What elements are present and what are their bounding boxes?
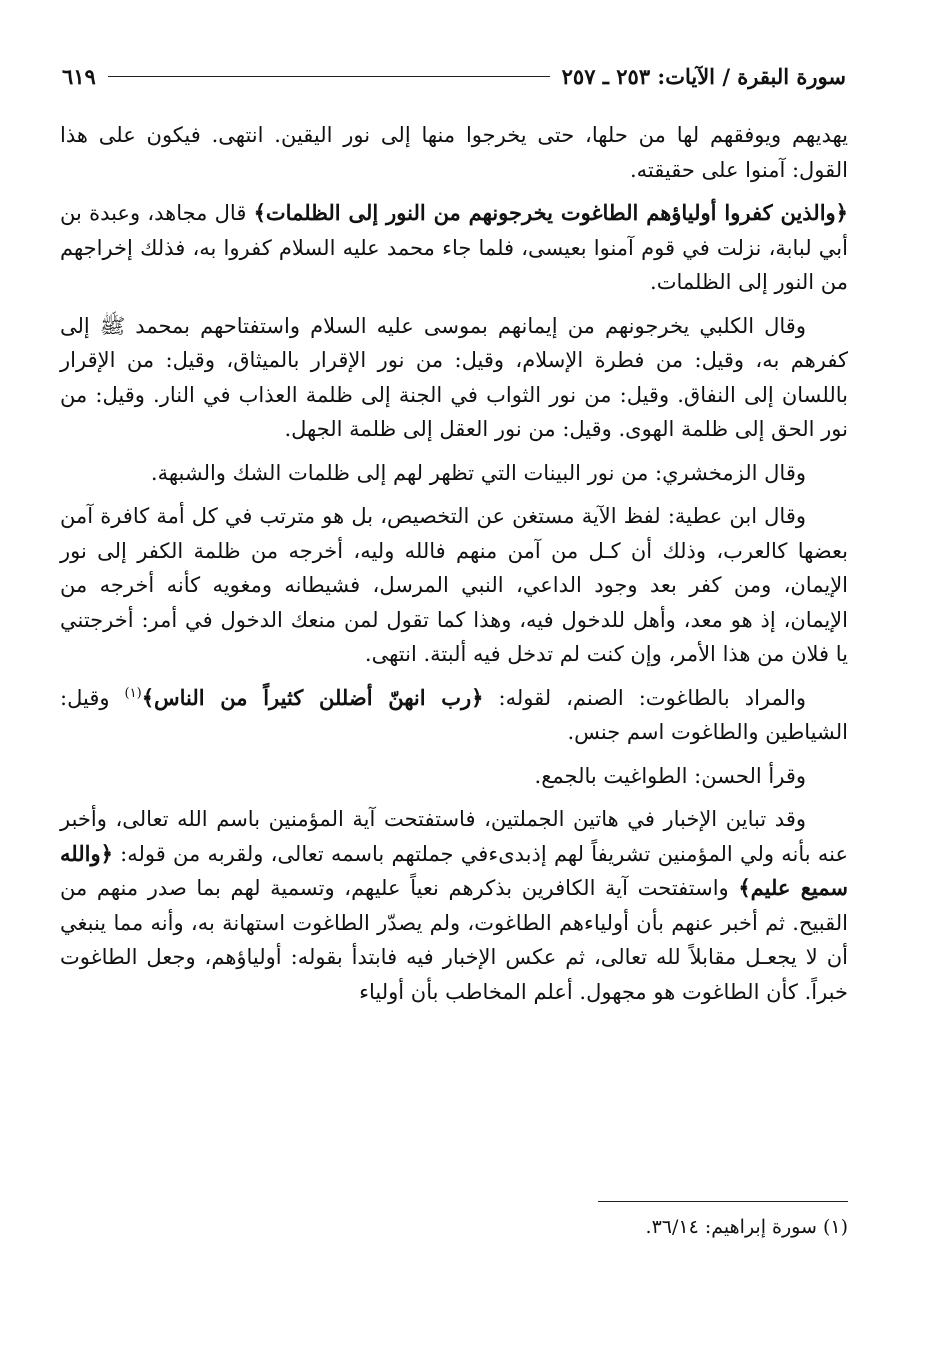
paragraph	[60, 802, 848, 1009]
page-header	[62, 58, 846, 94]
paragraph-text: قال مجاهد، وعبدة بن أبي لبابة، نزلت في قوم آمنوا بعيسى، فلما جاء محمد عليه السلام كفروا به، فذلك إخراجهم من النور إلى الظلمات.	[60, 201, 848, 294]
paragraph	[60, 118, 848, 187]
footnote-separator	[598, 1201, 848, 1202]
paragraph	[60, 456, 848, 491]
quran-verse: ﴿رب انهنّ أضللن كثيراً من الناس﴾	[141, 684, 484, 710]
page-number: ٦١٩	[62, 63, 96, 89]
paragraph-text: وقرأ الحسن: الطواغيت بالجمع.	[534, 763, 806, 788]
paragraph	[60, 759, 848, 794]
quran-verse: ﴿والله سميع عليم﴾	[60, 840, 848, 900]
paragraph	[60, 196, 848, 300]
header-rule	[108, 76, 550, 77]
running-title: سورة البقرة / الآيات: ٢٥٣ ـ ٢٥٧	[561, 63, 846, 89]
paragraph-text: وقال الزمخشري: من نور البينات التي تظهر لهم إلى ظلمات الشك والشبهة.	[150, 460, 806, 485]
quran-verse: ﴿والذين كفروا أولياؤهم الطاغوت يخرجونهم من النور إلى الظلمات﴾	[253, 200, 848, 225]
footnote: (١) سورة إبراهيم: ٣٦/١٤.	[645, 1216, 848, 1238]
paragraph-text: يهديهم ويوفقهم لها من حلها، حتى يخرجوا منها إلى نور اليقين. انتهى. فيكون على هذا القول: آمنوا على حقيقته.	[60, 123, 848, 182]
footnote-marker: (١)	[124, 685, 142, 701]
paragraph	[60, 309, 848, 447]
paragraph-text: وقال الكلبي يخرجونهم من إيمانهم بموسى عليه السلام واستفتاحهم بمحمد ﷺ إلى كفرهم به، وقيل: من فطرة الإسلام، وقيل: من نور الإقرار بالميثاق، وقيل: من الإقرار باللسان إلى النفاق. وقيل: من نور الثواب في الجنة إلى ظلمة العذاب في النار. وقيل: من نور الحق إلى ظلمة الهوى. وقيل: من نور العقل إلى ظلمة الجهل.	[60, 313, 848, 441]
body-text	[60, 118, 848, 1009]
paragraph-text: وقيل: الشياطين والطاغوت اسم جنس.	[60, 685, 848, 744]
paragraph	[60, 499, 848, 672]
paragraph-text: وقد تباين الإخبار في هاتين الجملتين، فاستفتحت آية المؤمنين باسم الله تعالى، وأخبر عنه بأنه ولي المؤمنين تشريفاً لهم إذبدىءفي جملتهم باسمه تعالى، ولقربه من قوله:	[60, 807, 848, 866]
paragraph-text: واستفتحت آية الكافرين بذكرهم نعياً عليهم، وتسمية لهم بما صدر منهم من القبيح. ثم أخبر عنهم بأن أولياءهم الطاغوت، ولم يصدّر الطاغوت استهانة به، وأنه مما ينبغي أن لا يجعـل مقابلاً لله تعالى، ثم عكس الإخبار فيه فابتدأ بقوله: أولياؤهم، وجعل الطاغوت خبراً. كأن الطاغوت هو مجهول. أعلم المخاطب بأن أولياء	[60, 876, 848, 1004]
paragraph-text: وقال ابن عطية: لفظ الآية مستغن عن التخصيص، بل هو مترتب في كل أمة كافرة آمن بعضها كالعرب، وذلك أن كـل من آمن منهم فالله وليه، أخرجه من ظلمة الكفر إلى نور الإيمان، ومن كفر بعد وجود الداعي، النبي المرسل، فشيطانه ومغويه كأنه أخرجه من الإيمان، إذ هو معد، وأهل للدخول فيه، وهذا كما تقول لمن منعك الدخول في أمر: أخرجتني يا فلان من هذا الأمر، وإن كنت لم تدخل فيه ألبتة. انتهى.	[60, 504, 848, 666]
paragraph-text: والمراد بالطاغوت: الصنم، لقوله:	[483, 685, 807, 710]
paragraph	[60, 681, 848, 750]
